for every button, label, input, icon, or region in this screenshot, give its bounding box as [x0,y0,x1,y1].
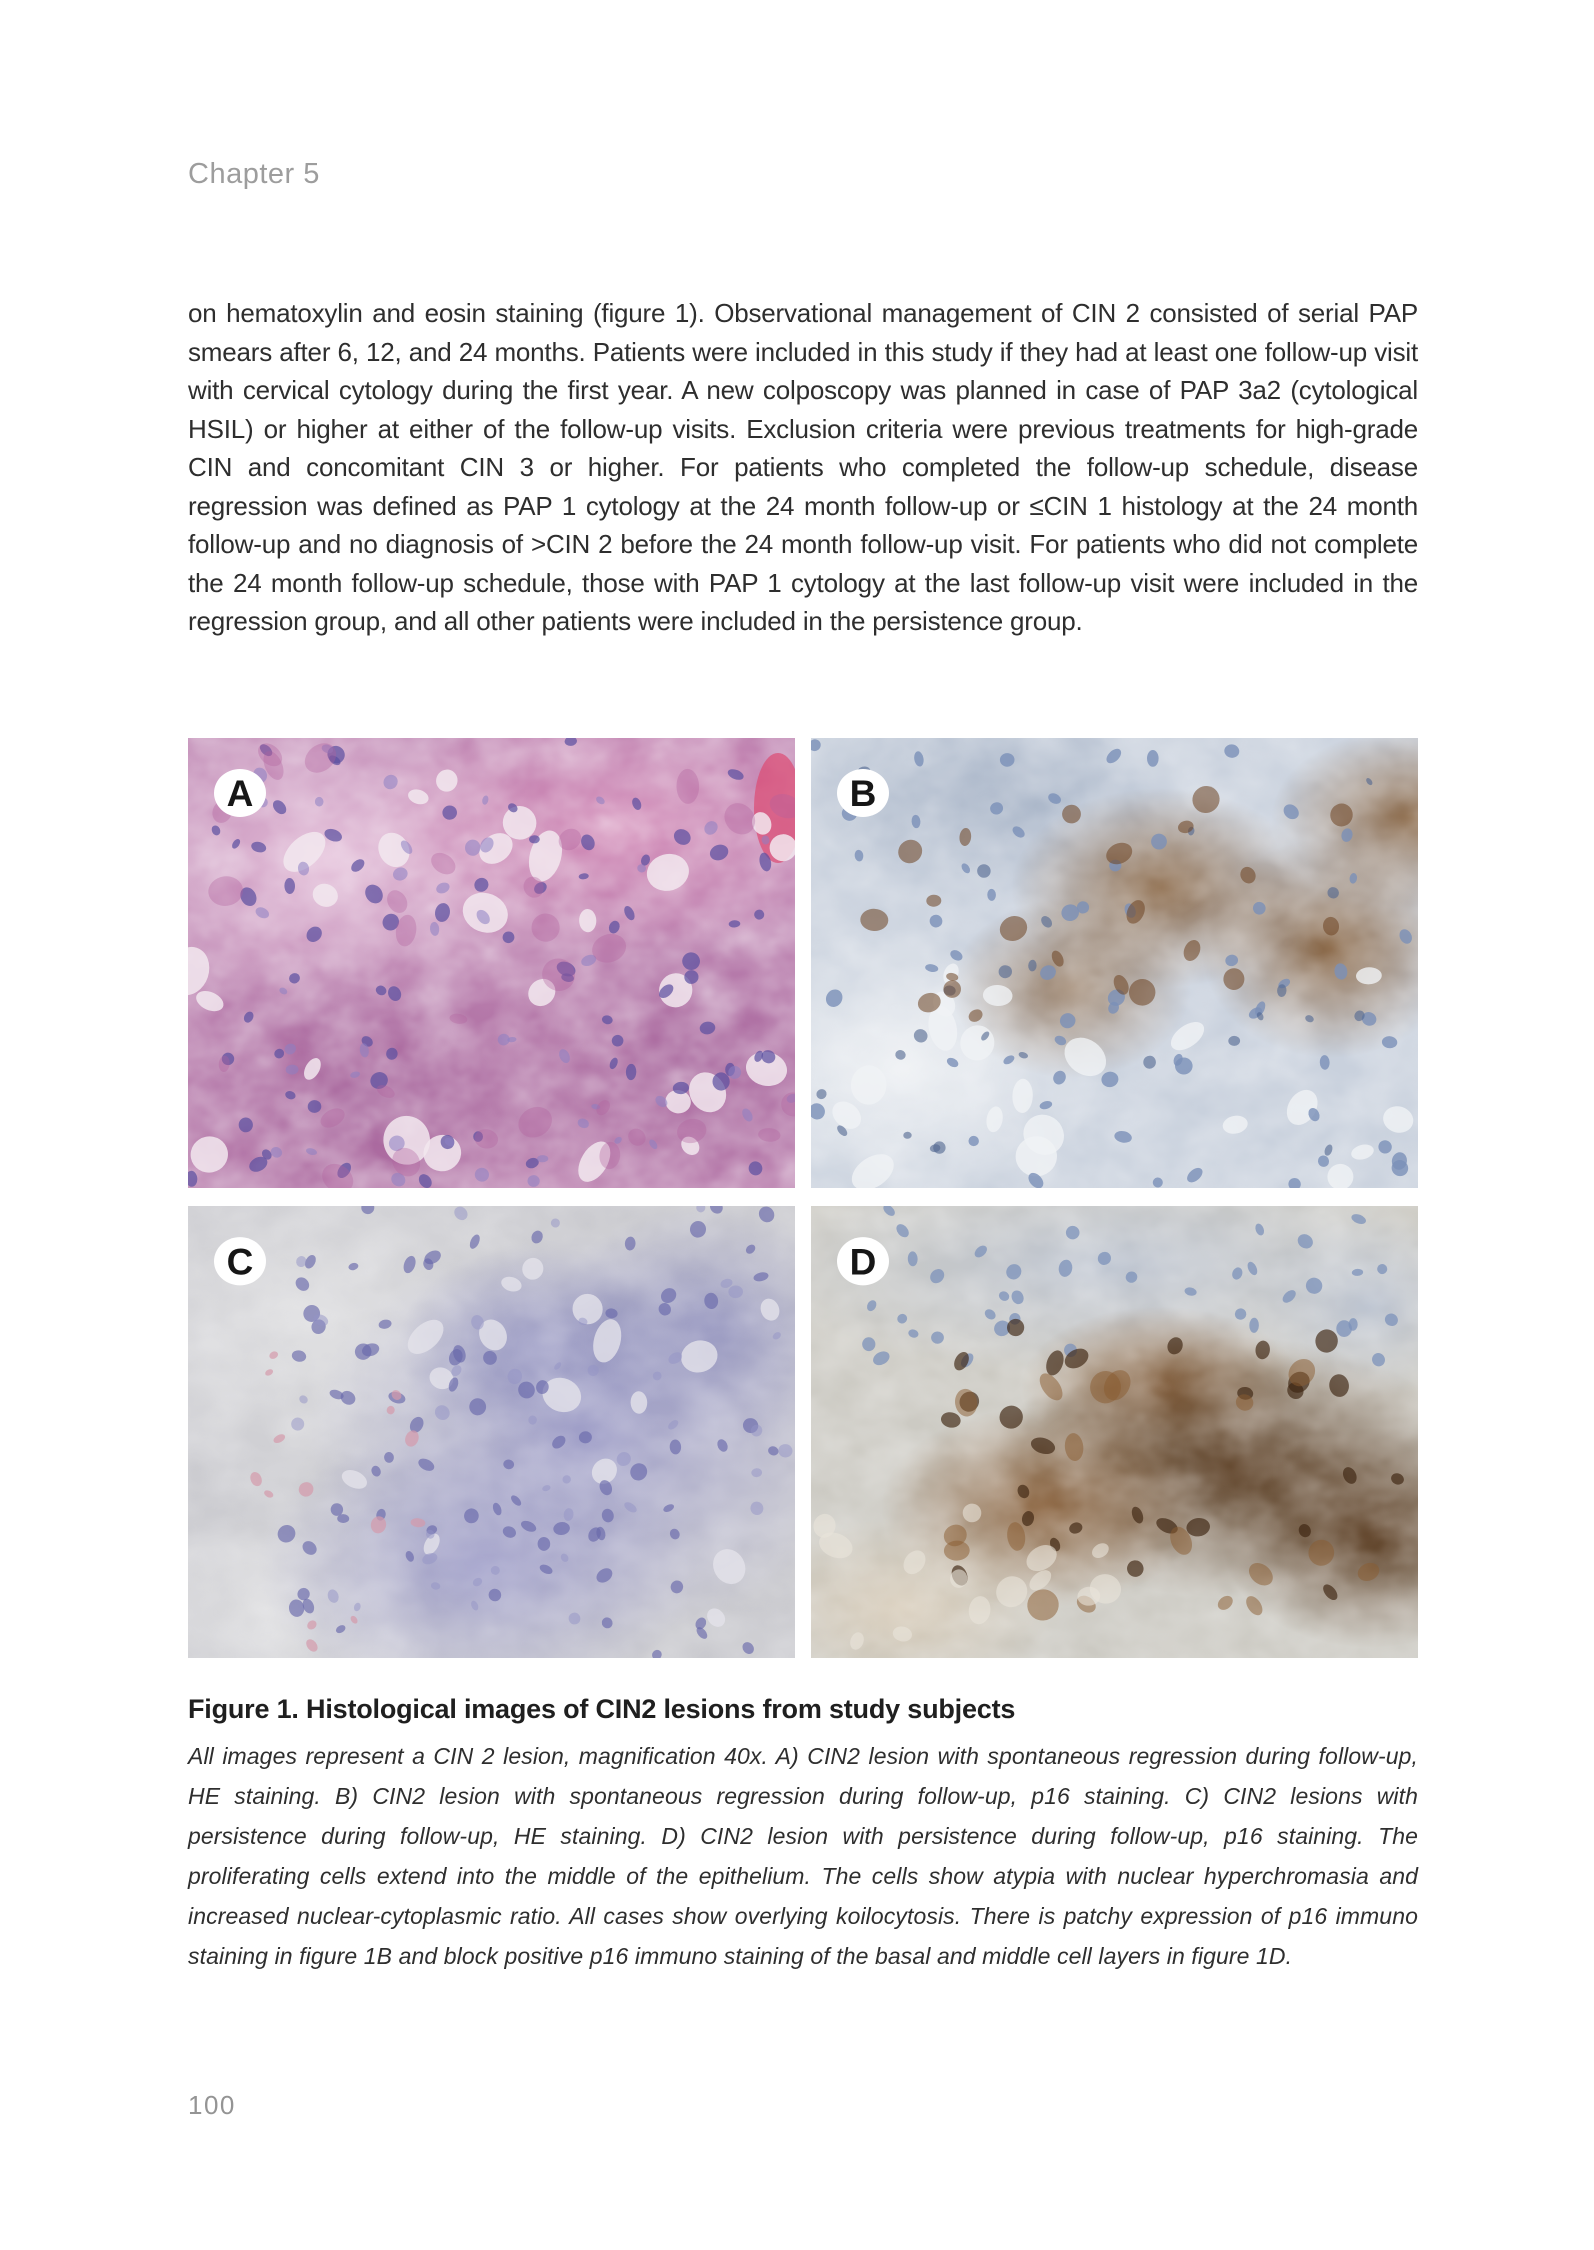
panel-label-c [214,1237,266,1285]
figure-caption-text: All images represent a CIN 2 lesion, magnification 40x. A) CIN2 lesion with spontaneous regression during follow-up, HE staining. B) CIN2 lesion with spontaneous regression during follow-up, p16 staining. C) CIN2 lesions with persistence during follow-up, HE staining. D) CIN2 lesion with persistence during follow-up, p16 staining. The proliferating cells extend into the middle of the epithelium. The cells show atypia with nuclear hyperchromasia and increased nuclear-cytoplasmic ratio. All cases show overlying koilocytosis. There is patchy expression of p16 immuno staining in figure 1B and block positive p16 immuno staining of the basal and middle cell layers in figure 1D. [188,1743,1418,1969]
svg-text:B: B [849,773,877,814]
svg-text:C: C [226,1240,254,1283]
histology-image-p16-persistence [811,1206,1418,1658]
panel-label-a [214,769,266,817]
page-number: 100 [188,2090,236,2120]
figure-panel-d [811,1206,1418,1658]
svg-text:A: A [226,773,254,814]
panel-label-b [837,769,889,817]
histology-texture-blob [1147,750,1159,767]
running-header-chapter: Chapter 5 [188,158,320,190]
histology-image-p16-regression [811,738,1418,1188]
figure-1-grid [188,738,1418,1658]
figure-panel-c [188,1206,795,1658]
histology-image-he-persistence [188,1206,795,1658]
histology-texture-blob [713,1072,730,1090]
figure-caption-title: Figure 1. Histological images of CIN2 lesions from study subjects [188,1694,1016,1724]
histology-image-he-regression [188,738,795,1188]
figure-panel-b [811,738,1418,1188]
panel-label-d [837,1237,889,1285]
svg-text:D: D [849,1240,877,1283]
body-paragraph: on hematoxylin and eosin staining (figure 1). Observational management of CIN 2 consisted of serial PAP smears after 6, 12, and 24 months. Patients were included in this study if they had at least one follow-up visit with cervical cytology during the first year. A new colposcopy was planned in case of PAP 3a2 (cytological HSIL) or higher at either of the follow-up visits. Exclusion criteria were previous treatments for high-grade CIN and concomitant CIN 3 or higher. For patients who completed the follow-up schedule, disease regression was defined as PAP 1 cytology at the 24 month follow-up or ≤CIN 1 histology at the 24 month follow-up and no diagnosis of >CIN 2 before the 24 month follow-up visit. For patients who did not complete the 24 month follow-up schedule, those with PAP 1 cytology at the last follow-up visit were included in the regression group, and all other patients were included in the persistence group. [188,298,1418,636]
figure-panel-a [188,738,795,1188]
